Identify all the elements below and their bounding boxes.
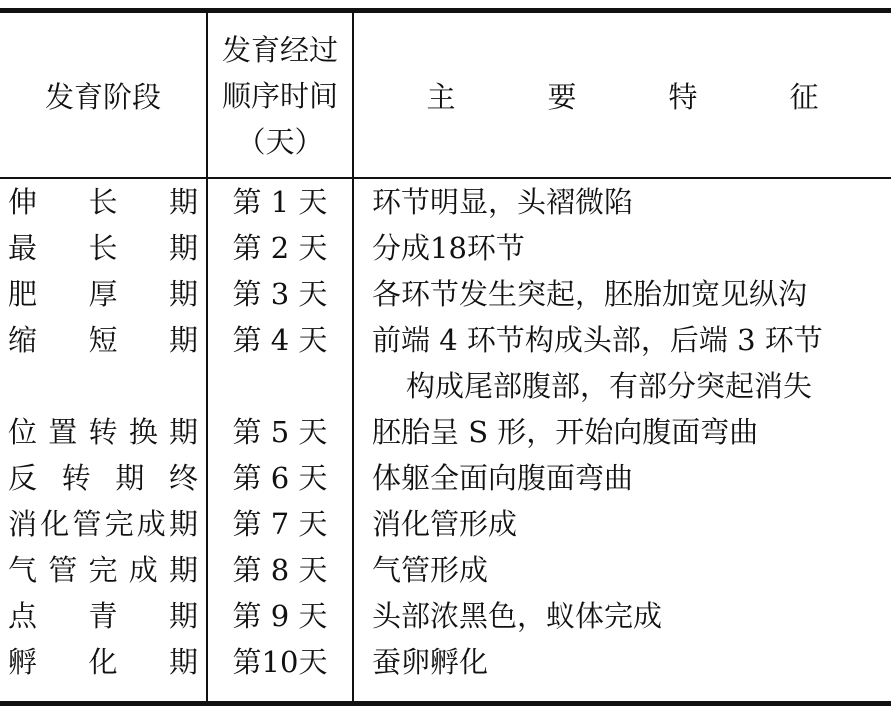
stage-char: 期 bbox=[168, 415, 198, 449]
stage-char: 伸 bbox=[8, 185, 38, 219]
header-time bbox=[208, 27, 352, 165]
table-row bbox=[0, 179, 891, 225]
stage-cell bbox=[8, 179, 198, 225]
stage-cell bbox=[8, 501, 198, 547]
time-cell: 第 7 天 bbox=[232, 507, 328, 541]
time-cell: 第 5 天 bbox=[232, 415, 328, 449]
feature-line: 蚕卵孵化 bbox=[372, 645, 489, 679]
feature-line: 环节明显，头褶微陷 bbox=[372, 185, 634, 219]
header-time-line: 顺序时间 bbox=[221, 79, 338, 113]
stage-char: 长 bbox=[88, 185, 118, 219]
table-header bbox=[0, 13, 891, 179]
feature-line: 消化管形成 bbox=[372, 507, 518, 541]
header-stage: 发育阶段 bbox=[44, 79, 161, 114]
feature-cell bbox=[372, 501, 861, 547]
feature-cell bbox=[372, 547, 861, 593]
feature-line: 各环节发生突起，胚胎加宽见纵沟 bbox=[372, 277, 808, 311]
stage-char: 期 bbox=[115, 461, 145, 495]
stage-char: 终 bbox=[168, 461, 198, 495]
header-features-char: 征 bbox=[789, 79, 819, 114]
stage-char: 点 bbox=[8, 599, 38, 633]
stage-char: 期 bbox=[168, 599, 198, 633]
feature-cell bbox=[372, 639, 861, 685]
table-row bbox=[0, 271, 891, 317]
feature-cell bbox=[372, 593, 861, 639]
stage-char: 成 bbox=[128, 553, 158, 587]
stage-char: 肥 bbox=[8, 277, 38, 311]
table-row bbox=[0, 225, 891, 271]
stage-char: 最 bbox=[8, 231, 38, 265]
table-body bbox=[0, 179, 891, 685]
stage-char: 长 bbox=[88, 231, 118, 265]
stage-char: 管 bbox=[48, 553, 78, 587]
feature-line: 头部浓黑色，蚁体完成 bbox=[372, 599, 663, 633]
feature-cell bbox=[372, 455, 861, 501]
stage-char: 气 bbox=[8, 553, 38, 587]
time-cell: 第 3 天 bbox=[232, 277, 328, 311]
feature-line: 前端 4 环节构成头部，后端 3 环节 bbox=[372, 323, 823, 357]
stage-cell bbox=[8, 271, 198, 317]
time-cell: 第10天 bbox=[232, 645, 328, 679]
feature-line: 分成18环节 bbox=[372, 231, 525, 265]
stage-char: 期 bbox=[168, 553, 198, 587]
feature-cell bbox=[372, 317, 861, 409]
stage-cell bbox=[8, 593, 198, 639]
header-features bbox=[354, 13, 891, 177]
header-features-char: 主 bbox=[426, 79, 456, 114]
stage-char: 转 bbox=[61, 461, 91, 495]
stage-cell bbox=[8, 409, 198, 455]
feature-line: 体躯全面向腹面弯曲 bbox=[372, 461, 634, 495]
feature-line: 构成尾部腹部，有部分突起消失 bbox=[406, 369, 813, 403]
feature-cell bbox=[372, 225, 861, 271]
stage-char: 孵 bbox=[8, 645, 38, 679]
stage-char: 厚 bbox=[88, 277, 118, 311]
time-cell: 第 4 天 bbox=[232, 323, 328, 357]
table-row bbox=[0, 409, 891, 455]
stage-char: 期 bbox=[168, 507, 198, 541]
stage-char: 期 bbox=[168, 645, 198, 679]
header-time-line: 发育经过 bbox=[221, 33, 338, 67]
stage-char: 期 bbox=[168, 277, 198, 311]
table-row bbox=[0, 639, 891, 685]
feature-line: 胚胎呈 S 形，开始向腹面弯曲 bbox=[372, 415, 759, 449]
table-row bbox=[0, 501, 891, 547]
header-features-char: 要 bbox=[547, 79, 577, 114]
feature-cell bbox=[372, 409, 861, 455]
stage-char: 管 bbox=[72, 507, 102, 541]
stage-char: 成 bbox=[136, 507, 166, 541]
development-stage-table bbox=[0, 8, 891, 706]
time-cell: 第 6 天 bbox=[232, 461, 328, 495]
stage-char: 期 bbox=[168, 323, 198, 357]
stage-cell bbox=[8, 639, 198, 685]
stage-char: 消 bbox=[8, 507, 38, 541]
header-time-line: （天） bbox=[236, 125, 324, 159]
stage-char: 化 bbox=[40, 507, 70, 541]
feature-cell bbox=[372, 179, 861, 225]
stage-char: 位 bbox=[8, 415, 38, 449]
stage-char: 完 bbox=[88, 553, 118, 587]
time-cell: 第 1 天 bbox=[232, 185, 328, 219]
stage-char: 青 bbox=[88, 599, 118, 633]
stage-cell bbox=[8, 317, 198, 363]
stage-char: 缩 bbox=[8, 323, 38, 357]
stage-char: 期 bbox=[168, 231, 198, 265]
stage-char: 换 bbox=[128, 415, 158, 449]
header-features-char: 特 bbox=[668, 79, 698, 114]
stage-char: 短 bbox=[88, 323, 118, 357]
time-cell: 第 9 天 bbox=[232, 599, 328, 633]
table-row bbox=[0, 547, 891, 593]
stage-cell bbox=[8, 547, 198, 593]
table-row bbox=[0, 455, 891, 501]
stage-char: 化 bbox=[88, 645, 118, 679]
stage-char: 完 bbox=[104, 507, 134, 541]
feature-line: 气管形成 bbox=[372, 553, 489, 587]
stage-char: 置 bbox=[48, 415, 78, 449]
stage-cell bbox=[8, 225, 198, 271]
stage-cell bbox=[8, 455, 198, 501]
stage-char: 期 bbox=[168, 185, 198, 219]
time-cell: 第 8 天 bbox=[232, 553, 328, 587]
stage-char: 反 bbox=[8, 461, 38, 495]
time-cell: 第 2 天 bbox=[232, 231, 328, 265]
stage-char: 转 bbox=[88, 415, 118, 449]
table-row bbox=[0, 317, 891, 409]
table-row bbox=[0, 593, 891, 639]
feature-cell bbox=[372, 271, 861, 317]
